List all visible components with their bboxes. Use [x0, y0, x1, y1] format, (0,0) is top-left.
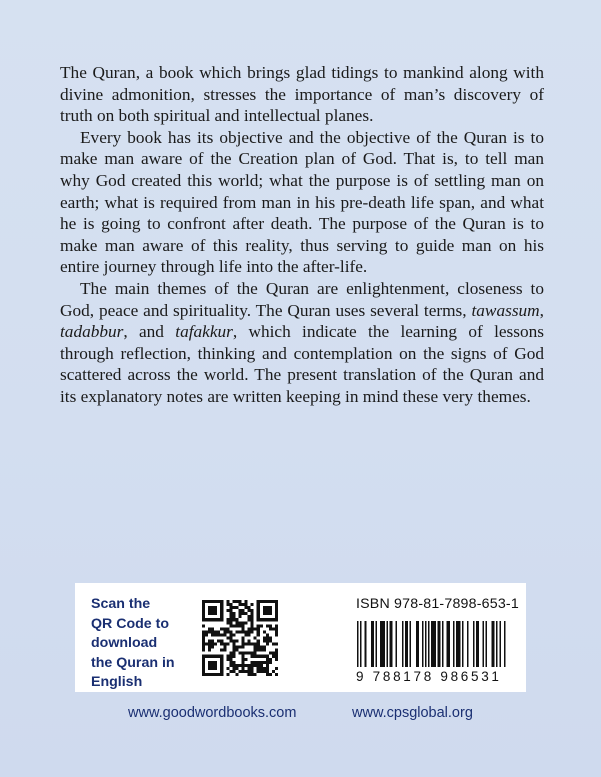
back-cover-blurb — [60, 62, 544, 408]
qr-instruction-line: download — [91, 635, 158, 652]
website-link-cps[interactable]: www.cpsglobal.org — [352, 705, 473, 721]
qr-code-icon[interactable] — [202, 600, 278, 676]
barcode-icon — [357, 621, 507, 667]
isbn-label: ISBN 978-81-7898-653-1 — [356, 596, 519, 612]
qr-instruction — [91, 595, 201, 693]
qr-instruction-line: the Quran in — [91, 654, 175, 671]
term-separator-1: , — [539, 300, 544, 320]
info-box — [75, 583, 526, 692]
blurb-paragraph-3 — [60, 278, 544, 408]
blurb-paragraph-1: The Quran, a book which brings glad tidings to mankind along with divine admonition, stresses the importance of man’s discovery of truth on both spiritual and intellectual planes. — [60, 63, 544, 126]
term-separator-2: , and — [123, 322, 176, 342]
qr-instruction-line: English — [91, 674, 143, 691]
blurb-paragraph-3-start: The main themes of the Quran are enlightenment, closeness to God, peace and spirituality. The Quran uses several terms, — [60, 278, 544, 320]
qr-instruction-line: Scan the — [91, 596, 151, 612]
term-tawassum: tawassum — [471, 300, 540, 320]
qr-instruction-line: QR Code to — [91, 615, 170, 632]
blurb-paragraph-2: Every book has its objective and the objective of the Quran is to make man aware of the Creation plan of God. That is, to tell man why God created this world; what the purpose is of settling man on earth; what is required from man in his pre-death life span, and what he is going to confront after death. The purpose of the Quran is to make man aware of this reality, thus serving to guide man on his entire journey through life into the after-life. — [60, 127, 544, 277]
term-tadabbur: tadabbur — [60, 322, 124, 342]
website-link-goodword[interactable]: www.goodwordbooks.com — [128, 705, 297, 721]
blurb-paragraph-3-end: , which indicate the learning of lessons through reflection, thinking and contemplation on the signs of God scattered across the world. The present translation of the Quran and its explanatory notes are written keeping in mind these very themes. — [60, 322, 544, 406]
term-tafakkur: tafakkur — [175, 322, 233, 342]
barcode-number: 9 788178 986531 — [356, 669, 502, 684]
